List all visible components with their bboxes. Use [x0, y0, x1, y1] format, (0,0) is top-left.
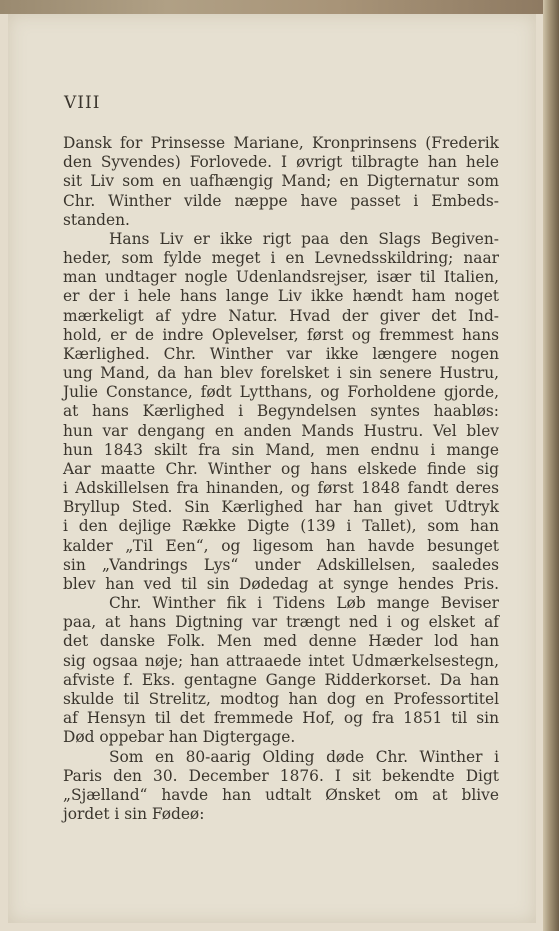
top-book-edge	[0, 0, 559, 14]
text-line: Dansk for Prinsesse Mariane, Kronprinsens (Frederik	[63, 134, 499, 152]
text-line: paa, at hans Digtning var trængt ned i og elsket af	[63, 613, 499, 632]
text-line: Hans Liv er ikke rigt paa den Slags Begiven-	[109, 229, 499, 248]
text-line: Kærlighed. Chr. Winther var ikke længere nogen	[63, 344, 499, 363]
body-text	[63, 134, 499, 824]
text-line: hun var dengang en anden Mands Hustru. Vel blev	[63, 421, 499, 440]
text-line: heder, som fylde meget i en Levnedsskildring; naar	[63, 249, 499, 268]
text-line: Som en 80-aarig Olding døde Chr. Winther i	[109, 747, 499, 766]
text-line: afviste f. Eks. gentagne Gange Ridderkorset. Da han	[63, 670, 499, 689]
text-line: Julie Constance, født Lytthans, og Forholdene gjorde,	[63, 383, 499, 402]
text-line: sin „Vandrings Lys“ under Adskillelsen, saaledes	[63, 555, 499, 574]
text-line: „Sjælland“ havde han udtalt Ønsket om at blive	[63, 785, 499, 804]
book-page	[8, 14, 536, 923]
text-line: skulde til Strelitz, modtog han dog en Professortitel	[63, 689, 499, 708]
text-line: Død oppebar han Digtergage.	[63, 728, 296, 747]
text-line: kalder „Til Een“, og ligesom han havde besunget	[63, 536, 499, 555]
text-line: det danske Folk. Men med denne Hæder lod han	[63, 632, 499, 651]
text-line: mærkeligt af ydre Natur. Hvad der giver det Ind-	[63, 306, 499, 325]
text-line: blev han ved til sin Dødedag at synge hendes Pris.	[63, 574, 499, 593]
text-line: hun 1843 skilt fra sin Mand, men endnu i mange	[63, 440, 499, 459]
text-line: sit Liv som en uafhængig Mand; en Digternatur som	[63, 172, 499, 191]
text-line: er der i hele hans lange Liv ikke hændt ham noget	[63, 287, 499, 306]
text-line: standen.	[63, 210, 130, 229]
text-line: Chr. Winther vilde næppe have passet i Embeds-	[63, 191, 499, 210]
text-line: ung Mand, da han blev forelsket i sin senere Hustru,	[63, 364, 499, 383]
right-book-edge	[543, 0, 559, 931]
text-line: Bryllup Sted. Sin Kærlighed har han givet Udtryk	[63, 498, 499, 517]
text-line: man undtager nogle Udenlandsrejser, især til Italien,	[63, 268, 499, 287]
text-line: Paris den 30. December 1876. I sit bekendte Digt	[63, 766, 499, 785]
text-line: jordet i sin Fødeø:	[63, 805, 205, 824]
text-line: Chr. Winther fik i Tidens Løb mange Beviser	[109, 594, 499, 613]
text-line: af Hensyn til det fremmede Hof, og fra 1851 til sin	[63, 709, 499, 728]
text-line: at hans Kærlighed i Begyndelsen syntes haabløs:	[63, 402, 499, 421]
page-number: VIII	[64, 93, 101, 113]
text-line: den Syvendes) Forlovede. I øvrigt tilbragte han hele	[63, 153, 499, 172]
text-line: hold, er de indre Oplevelser, først og fremmest hans	[63, 325, 499, 344]
text-line: sig ogsaa nøje; han attraaede intet Udmærkelsestegn,	[63, 651, 499, 670]
text-line: i Adskillelsen fra hinanden, og først 1848 fandt deres	[63, 479, 499, 498]
text-line: i den dejlige Række Digte (139 i Tallet), som han	[63, 517, 499, 536]
text-line: Aar maatte Chr. Winther og hans elskede finde sig	[63, 459, 499, 478]
